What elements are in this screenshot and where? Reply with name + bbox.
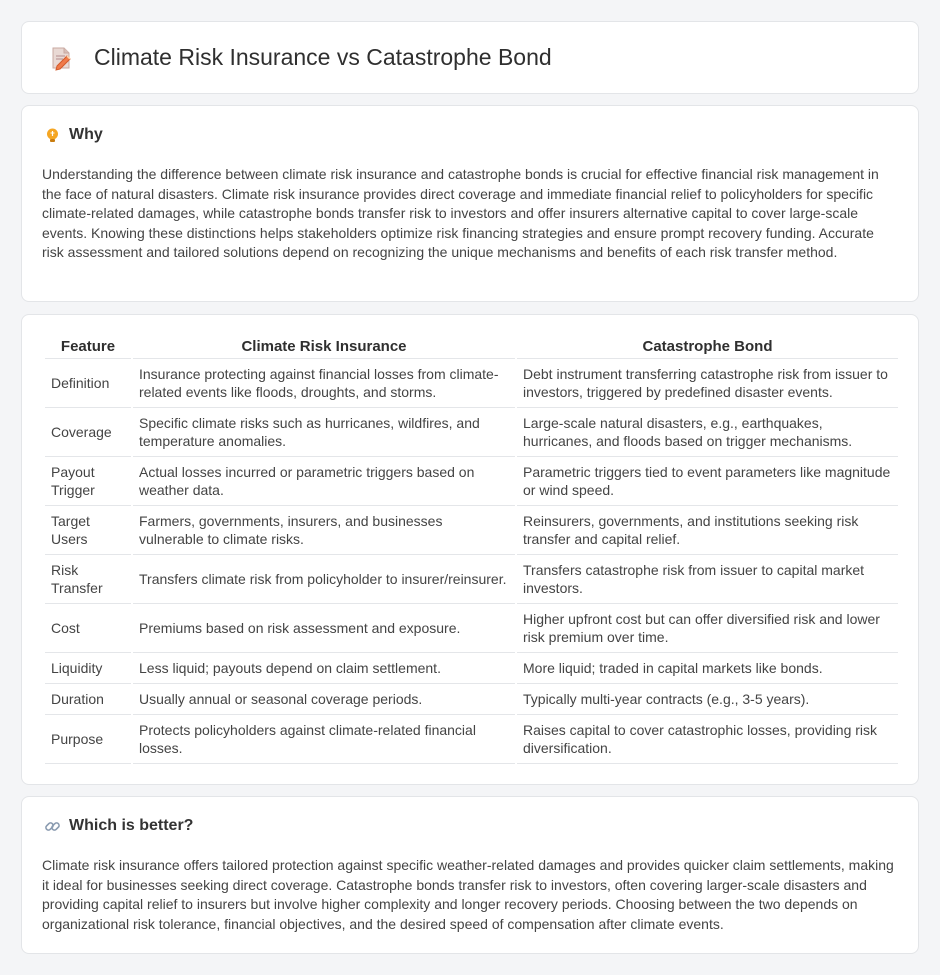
header-insurance: Climate Risk Insurance (133, 335, 515, 359)
table-row (45, 684, 898, 715)
insurance-cell: Actual losses incurred or parametric triggers based on weather data. (133, 457, 515, 506)
feature-cell: Cost (45, 604, 131, 653)
comparison-section (21, 314, 919, 785)
which-better-heading: Which is better? (69, 817, 194, 834)
table-row (45, 604, 898, 653)
document-pencil-icon (48, 45, 74, 71)
table-row (45, 359, 898, 408)
page-title: Climate Risk Insurance vs Catastrophe Bond (94, 44, 552, 70)
bond-cell: Raises capital to cover catastrophic losses, providing risk diversification. (517, 715, 898, 764)
table-row (45, 555, 898, 604)
bond-cell: More liquid; traded in capital markets like bonds. (517, 653, 898, 684)
feature-cell: Definition (45, 359, 131, 408)
bond-cell: Large-scale natural disasters, e.g., earthquakes, hurricanes, and floods based on trigger mechanisms. (517, 408, 898, 457)
insurance-cell: Specific climate risks such as hurricanes, wildfires, and temperature anomalies. (133, 408, 515, 457)
feature-cell: Duration (45, 684, 131, 715)
table-row (45, 457, 898, 506)
bond-cell: Higher upfront cost but can offer diversified risk and lower risk premium over time. (517, 604, 898, 653)
insurance-cell: Farmers, governments, insurers, and businesses vulnerable to climate risks. (133, 506, 515, 555)
comparison-table (43, 335, 900, 764)
feature-cell: Risk Transfer (45, 555, 131, 604)
bond-cell: Parametric triggers tied to event parameters like magnitude or wind speed. (517, 457, 898, 506)
insurance-cell: Transfers climate risk from policyholder to insurer/reinsurer. (133, 555, 515, 604)
header-feature: Feature (45, 335, 131, 359)
insurance-cell: Premiums based on risk assessment and exposure. (133, 604, 515, 653)
bond-cell: Debt instrument transferring catastrophe risk from issuer to investors, triggered by predefined disaster events. (517, 359, 898, 408)
why-text: Understanding the difference between climate risk insurance and catastrophe bonds is crucial for effective financial risk management in the face of natural disasters. Climate risk insurance provides direct coverage and immediate financial relief to policyholders for specific climate-related damages, while catastrophe bonds transfer risk to investors and offer insurers alternative capital to cover large-scale events. Knowing these distinctions helps stakeholders optimize risk financing strategies and ensure prompt recovery funding. Accurate risk assessment and tailored solutions depend on recognizing the unique mechanisms and benefits of each risk transfer method. (42, 166, 879, 260)
title-card (21, 21, 919, 94)
insurance-cell: Less liquid; payouts depend on claim settlement. (133, 653, 515, 684)
link-icon (44, 818, 61, 835)
header-bond: Catastrophe Bond (517, 335, 898, 359)
which-better-text: Climate risk insurance offers tailored protection against specific weather-related damages and provides quicker claim settlements, making it ideal for businesses seeking direct coverage. Catastrophe bonds transfer risk to investors, often covering larger-scale disasters and providing capital relief to insurers but involve higher complexity and longer recovery periods. Choosing between the two depends on organizational risk tolerance, financial objectives, and the desired speed of compensation after climate events. (42, 857, 894, 932)
bond-cell: Typically multi-year contracts (e.g., 3-5 years). (517, 684, 898, 715)
bond-cell: Transfers catastrophe risk from issuer to capital market investors. (517, 555, 898, 604)
table-row (45, 408, 898, 457)
table-row (45, 506, 898, 555)
feature-cell: Coverage (45, 408, 131, 457)
which-better-section (21, 796, 919, 954)
insurance-cell: Insurance protecting against financial losses from climate-related events like floods, droughts, and storms. (133, 359, 515, 408)
insurance-cell: Usually annual or seasonal coverage periods. (133, 684, 515, 715)
lightbulb-icon (44, 127, 61, 144)
why-heading: Why (69, 126, 103, 143)
why-section (21, 105, 919, 302)
feature-cell: Payout Trigger (45, 457, 131, 506)
table-row (45, 653, 898, 684)
feature-cell: Purpose (45, 715, 131, 764)
insurance-cell: Protects policyholders against climate-related financial losses. (133, 715, 515, 764)
table-row (45, 715, 898, 764)
feature-cell: Target Users (45, 506, 131, 555)
bond-cell: Reinsurers, governments, and institutions seeking risk transfer and capital relief. (517, 506, 898, 555)
feature-cell: Liquidity (45, 653, 131, 684)
